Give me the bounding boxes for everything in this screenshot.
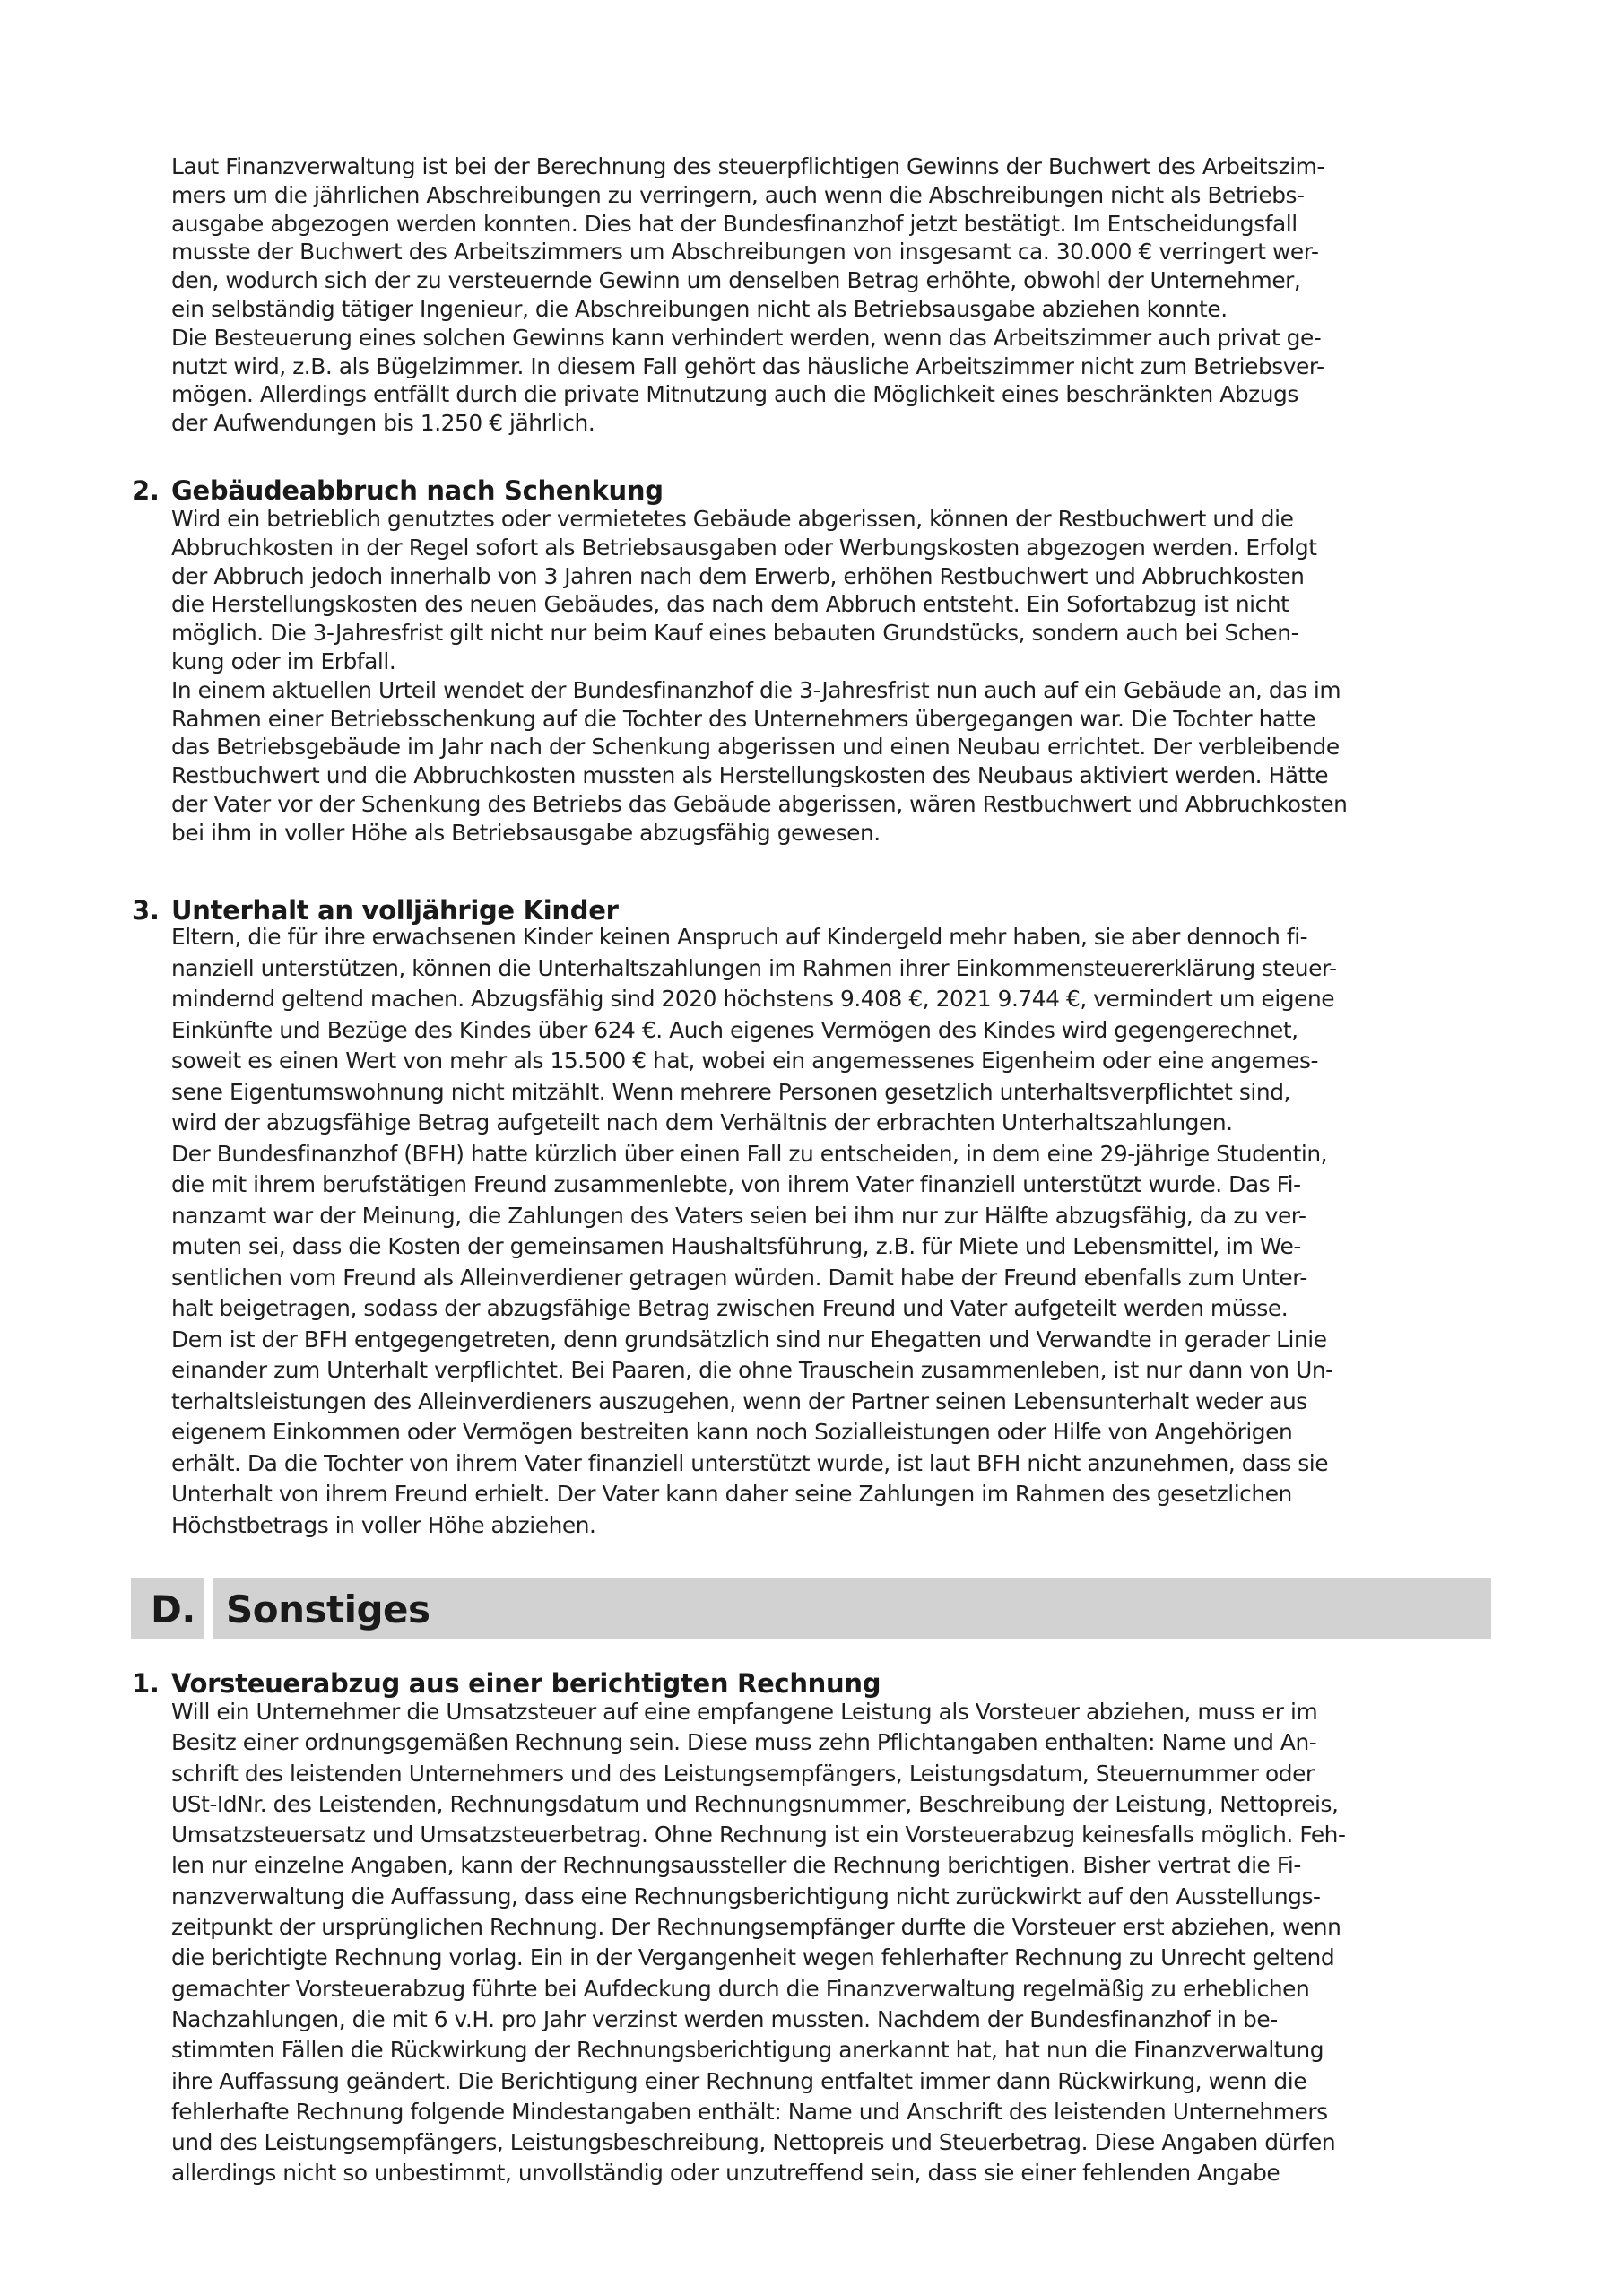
text-line: erhält. Da die Tochter von ihrem Vater finanziell unterstützt wurde, ist laut BFH nicht anzunehmen, dass sie <box>171 1449 1329 1476</box>
text-line: ihre Auffassung geändert. Die Berichtigung einer Rechnung entfaltet immer dann Rückwirkung, wenn die <box>171 2067 1307 2094</box>
text-line: USt-IdNr. des Leistenden, Rechnungsdatum und Rechnungsnummer, Beschreibung der Leistung, Nettopreis, <box>171 1790 1339 1817</box>
text-line: möglich. Die 3-Jahresfrist gilt nicht nur beim Kauf eines bebauten Grundstücks, sondern auch bei Schen- <box>171 620 1299 647</box>
text-line: Unterhalt von ihrem Freund erhielt. Der Vater kann daher seine Zahlungen im Rahmen des gesetzlichen <box>171 1481 1292 1507</box>
text-line: die Herstellungskosten des neuen Gebäudes, das nach dem Abbruch entsteht. Ein Sofortabzug ist nicht <box>171 591 1289 618</box>
section-title: Vorsteuerabzug aus einer berichtigten Rechnung <box>171 1668 881 1699</box>
text-line: Nachzahlungen, die mit 6 v.H. pro Jahr verzinst werden mussten. Nachdem der Bundesfinanzhof in be- <box>171 2005 1278 2032</box>
text-line: kung oder im Erbfall. <box>171 648 396 674</box>
text-line: ein selbständig tätiger Ingenieur, die Abschreibungen nicht als Betriebsausgabe abziehen konnte. <box>171 295 1228 322</box>
section-title: Unterhalt an volljährige Kinder <box>171 895 619 926</box>
text-line: Besitz einer ordnungsgemäßen Rechnung sein. Diese muss zehn Pflichtangaben enthalten: Name und An- <box>171 1729 1317 1756</box>
section-number: 3. <box>132 895 160 926</box>
text-line: musste der Buchwert des Arbeitszimmers um Abschreibungen von insgesamt ca. 30.000 € verringert wer- <box>171 239 1319 265</box>
text-line: das Betriebsgebäude im Jahr nach der Schenkung abgerissen und einen Neubau errichtet. Der verbleibende <box>171 734 1340 761</box>
text-line: den, wodurch sich der zu versteuernde Gewinn um denselben Betrag erhöhte, obwohl der Unternehmer, <box>171 267 1301 294</box>
text-line: fehlerhafte Rechnung folgende Mindestangaben enthält: Name und Anschrift des leistenden Unternehmers <box>171 2098 1328 2125</box>
text-line: Wird ein betrieblich genutztes oder vermietetes Gebäude abgerissen, können der Restbuchwert und die <box>171 506 1294 532</box>
text-line: Abbruchkosten in der Regel sofort als Betriebsausgaben oder Werbungskosten abgezogen werden. Erfolgt <box>171 534 1317 561</box>
text-line: ausgabe abgezogen werden konnten. Dies hat der Bundesfinanzhof jetzt bestätigt. Im Entscheidungsfall <box>171 210 1298 237</box>
section-heading-d1 <box>132 1668 881 1699</box>
text-line: wird der abzugsfähige Betrag aufgeteilt nach dem Verhältnis der erbrachten Unterhaltszahlungen. <box>171 1109 1233 1135</box>
text-line: der Vater vor der Schenkung des Betriebs das Gebäude abgerissen, wären Restbuchwert und Abbruchkosten <box>171 790 1348 817</box>
text-line: eigenem Einkommen oder Vermögen bestreiten kann noch Sozialleistungen oder Hilfe von Angehörigen <box>171 1419 1293 1445</box>
text-line: soweit es einen Wert von mehr als 15.500 € hat, wobei ein angemessenes Eigenheim oder eine angemes- <box>171 1048 1319 1074</box>
text-line: der Aufwendungen bis 1.250 € jährlich. <box>171 410 595 437</box>
text-line: Der Bundesfinanzhof (BFH) hatte kürzlich über einen Fall zu entscheiden, in dem eine 29-jährige Studentin, <box>171 1140 1328 1167</box>
text-line: stimmten Fällen die Rückwirkung der Rechnungsberichtigung anerkannt hat, hat nun die Finanzverwaltung <box>171 2037 1324 2064</box>
section-heading-2 <box>132 475 664 506</box>
text-line: Dem ist der BFH entgegengetreten, denn grundsätzlich sind nur Ehegatten und Verwandte in gerader Linie <box>171 1326 1327 1352</box>
text-line: und des Leistungsempfängers, Leistungsbeschreibung, Nettopreis und Steuerbetrag. Diese Angaben dürfen <box>171 2129 1336 2156</box>
text-line: Einkünfte und Bezüge des Kindes über 624 €. Auch eigenes Vermögen des Kindes wird gegengerechnet, <box>171 1016 1298 1043</box>
text-line: In einem aktuellen Urteil wendet der Bundesfinanzhof die 3-Jahresfrist nun auch auf ein Gebäude an, das im <box>171 676 1341 703</box>
section-body-3 <box>171 922 1462 1541</box>
text-line: allerdings nicht so unbestimmt, unvollständig oder unzutreffend sein, dass sie einer fehlenden Angabe <box>171 2160 1280 2187</box>
text-line: terhaltsleistungen des Alleinverdieners auszugehen, wenn der Partner seinen Lebensunterhalt weder aus <box>171 1387 1307 1414</box>
chapter-title: Sonstiges <box>226 1587 430 1631</box>
text-line: der Abbruch jedoch innerhalb von 3 Jahren nach dem Erwerb, erhöhen Restbuchwert und Abbruchkosten <box>171 562 1305 589</box>
chapter-letter: D. <box>151 1587 195 1631</box>
text-line: sentlichen vom Freund als Alleinverdiener getragen würden. Damit habe der Freund ebenfalls zum Unter- <box>171 1264 1307 1291</box>
text-line: Rahmen einer Betriebsschenkung auf die Tochter des Unternehmers übergegangen war. Die Tochter hatte <box>171 705 1316 732</box>
text-line: Will ein Unternehmer die Umsatzsteuer auf eine empfangene Leistung als Vorsteuer abziehen, muss er im <box>171 1699 1318 1725</box>
text-line: Die Besteuerung eines solchen Gewinns kann verhindert werden, wenn das Arbeitszimmer auch privat ge- <box>171 324 1322 351</box>
text-line: halt beigetragen, sodass der abzugsfähige Betrag zwischen Freund und Vater aufgeteilt werden müsse. <box>171 1295 1289 1321</box>
text-line: schrift des leistenden Unternehmers und des Leistungsempfängers, Leistungsdatum, Steuernummer oder <box>171 1760 1315 1787</box>
text-line: gemachter Vorsteuerabzug führte bei Aufdeckung durch die Finanzverwaltung regelmäßig zu erheblichen <box>171 1975 1310 2002</box>
text-line: zeitpunkt der ursprünglichen Rechnung. Der Rechnungsempfänger durfte die Vorsteuer erst abziehen, wenn <box>171 1914 1341 1941</box>
text-line: len nur einzelne Angaben, kann der Rechnungsaussteller die Rechnung berichtigen. Bisher vertrat die Fi- <box>171 1852 1301 1879</box>
intro-paragraph <box>171 152 1462 438</box>
section-heading-3 <box>132 895 619 926</box>
text-line: Laut Finanzverwaltung ist bei der Berechnung des steuerpflichtigen Gewinns der Buchwert des Arbeitszim- <box>171 153 1324 179</box>
text-line: Umsatzsteuersatz und Umsatzsteuerbetrag. Ohne Rechnung ist ein Vorsteuerabzug keinesfalls möglich. Feh- <box>171 1822 1346 1848</box>
text-line: die berichtigte Rechnung vorlag. Ein in der Vergangenheit wegen fehlerhafter Rechnung zu Unrecht geltend <box>171 1944 1335 1971</box>
section-number: 2. <box>132 475 160 506</box>
text-line: nanzamt war der Meinung, die Zahlungen des Vaters seien bei ihm nur zur Hälfte abzugsfähig, da zu ver- <box>171 1202 1306 1229</box>
text-line: Eltern, die für ihre erwachsenen Kinder keinen Anspruch auf Kindergeld mehr haben, sie aber dennoch fi- <box>171 924 1308 950</box>
text-line: nanzverwaltung die Auffassung, dass eine Rechnungsberichtigung nicht zurückwirkt auf den Ausstellungs- <box>171 1883 1321 1909</box>
section-number: 1. <box>132 1668 160 1699</box>
text-line: nanziell unterstützen, können die Unterhaltszahlungen im Rahmen ihrer Einkommensteuererklärung steuer- <box>171 954 1337 981</box>
text-line: mers um die jährlichen Abschreibungen zu verringern, auch wenn die Abschreibungen nicht als Betriebs- <box>171 181 1305 208</box>
section-title: Gebäudeabbruch nach Schenkung <box>171 475 664 506</box>
text-line: mindernd geltend machen. Abzugsfähig sind 2020 höchstens 9.408 €, 2021 9.744 €, vermindert um eigene <box>171 986 1335 1012</box>
text-line: einander zum Unterhalt verpflichtet. Bei Paaren, die ohne Trauschein zusammenleben, ist nur dann von Un- <box>171 1357 1333 1383</box>
text-line: bei ihm in voller Höhe als Betriebsausgabe abzugsfähig gewesen. <box>171 819 881 846</box>
text-line: muten sei, dass die Kosten der gemeinsamen Haushaltsführung, z.B. für Miete und Lebensmittel, im We- <box>171 1233 1301 1259</box>
text-line: nutzt wird, z.B. als Bügelzimmer. In diesem Fall gehört das häusliche Arbeitszimmer nicht zum Betriebsver- <box>171 352 1324 379</box>
chapter-letter-box <box>131 1578 204 1639</box>
text-line: Höchstbetrags in voller Höhe abziehen. <box>171 1511 596 1538</box>
section-body-2 <box>171 505 1462 848</box>
text-line: Restbuchwert und die Abbruchkosten mussten als Herstellungskosten des Neubaus aktiviert werden. Hätte <box>171 762 1329 789</box>
text-line: mögen. Allerdings entfällt durch die private Mitnutzung auch die Möglichkeit eines beschränkten Abzugs <box>171 381 1298 408</box>
section-body-d1 <box>171 1697 1462 2189</box>
chapter-title-box <box>213 1578 1491 1639</box>
text-line: sene Eigentumswohnung nicht mitzählt. Wenn mehrere Personen gesetzlich unterhaltsverpflichtet sind, <box>171 1078 1290 1105</box>
text-line: die mit ihrem berufstätigen Freund zusammenlebte, von ihrem Vater finanziell unterstützt wurde. Das Fi- <box>171 1171 1301 1197</box>
